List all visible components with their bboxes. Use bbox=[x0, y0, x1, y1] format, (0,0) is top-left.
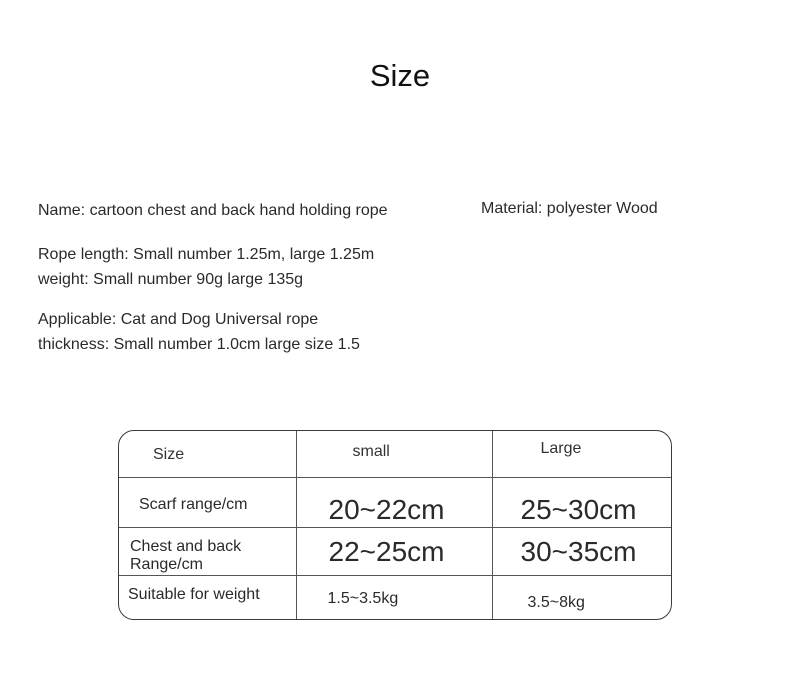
info-thickness: thickness: Small number 1.0cm large size 1.5 bbox=[38, 336, 360, 353]
info-weight: weight: Small number 90g large 135g bbox=[38, 271, 304, 288]
row-label: Scarf range/cm bbox=[119, 477, 296, 527]
row-small-value: 22~25cm bbox=[296, 527, 492, 575]
row-small-value: 20~22cm bbox=[296, 477, 492, 527]
page-title: Size bbox=[369, 58, 431, 93]
table-row bbox=[119, 575, 672, 619]
table-row bbox=[119, 477, 672, 527]
info-name: Name: cartoon chest and back hand holding rope bbox=[38, 202, 388, 219]
size-table bbox=[118, 430, 672, 620]
row-large-value: 25~30cm bbox=[492, 477, 672, 527]
row-large-value: 3.5~8kg bbox=[492, 575, 672, 619]
info-rope-length: Rope length: Small number 1.25m, large 1.25m bbox=[38, 246, 375, 263]
row-label: Chest and back Range/cm bbox=[119, 527, 296, 575]
header-cell-size: Size bbox=[119, 431, 296, 477]
row-small-value: 1.5~3.5kg bbox=[296, 575, 492, 619]
header-cell-large: Large bbox=[492, 431, 672, 477]
table-header-row bbox=[119, 431, 672, 477]
info-material: Material: polyester Wood bbox=[481, 200, 658, 217]
table-row bbox=[119, 527, 672, 575]
header-cell-small: small bbox=[296, 431, 492, 477]
row-large-value: 30~35cm bbox=[492, 527, 672, 575]
info-applicable: Applicable: Cat and Dog Universal rope bbox=[38, 311, 319, 328]
row-label: Suitable for weight bbox=[119, 575, 296, 619]
